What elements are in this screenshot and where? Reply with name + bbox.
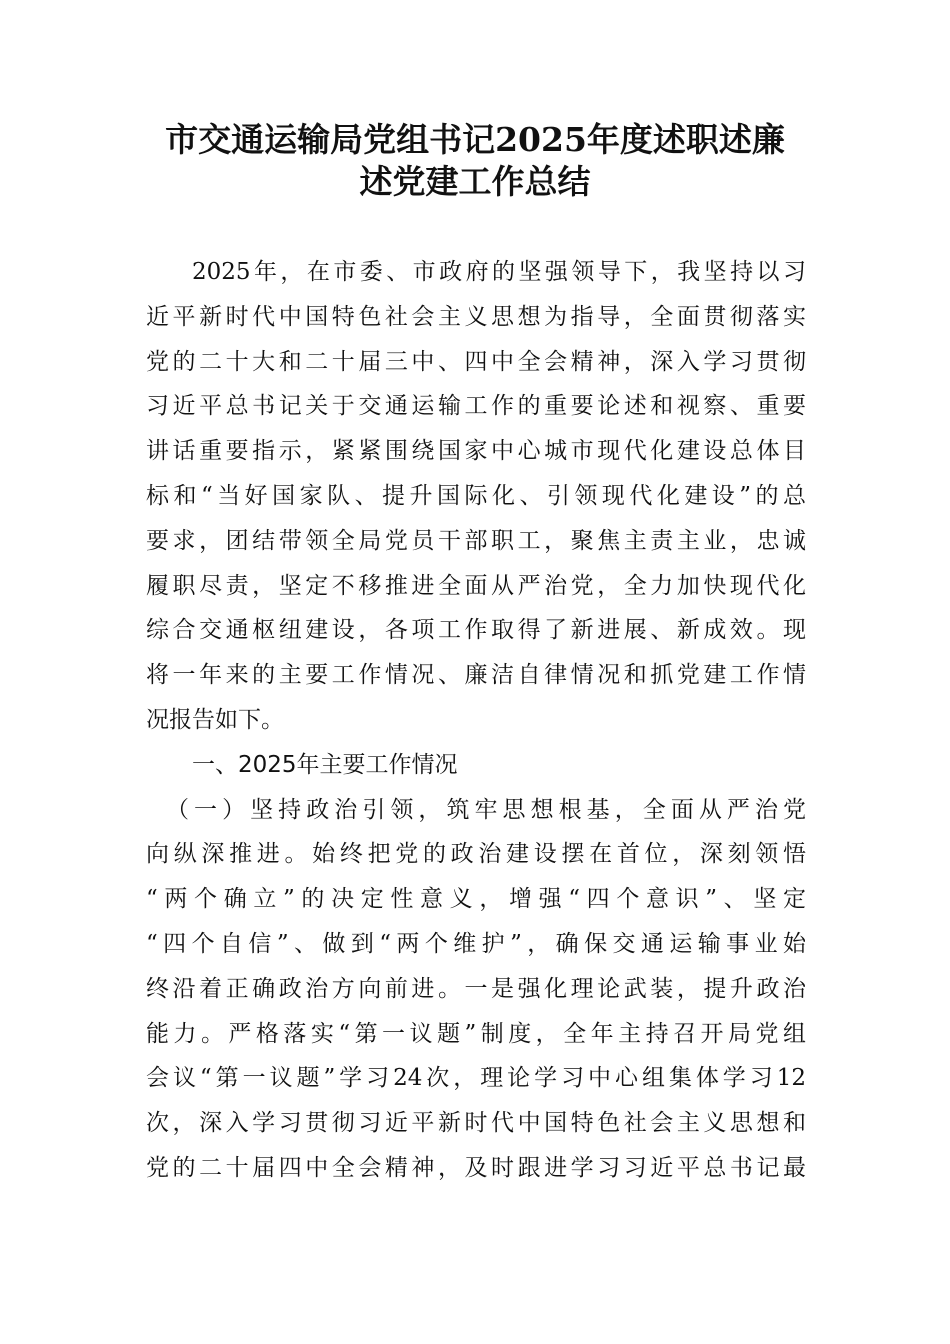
paragraph-line: 综合交通枢纽建设，各项工作取得了新进展、新成效。现 [146, 617, 806, 644]
paragraph-line: 标和“当好国家队、提升国际化、引领现代化建设”的总 [146, 482, 806, 509]
paragraph-line: 近平新时代中国特色社会主义思想为指导，全面贯彻落实 [146, 303, 806, 330]
paragraph-line: 能力。严格落实“第一议题”制度，全年主持召开局党组 [146, 1020, 806, 1047]
paragraph-line: 次，深入学习贯彻习近平新时代中国特色社会主义思想和 [146, 1110, 806, 1137]
paragraph-line: 将一年来的主要工作情况、廉洁自律情况和抓党建工作情 [146, 662, 806, 689]
paragraph-line: “四个自信”、做到“两个维护”，确保交通运输事业始 [146, 930, 806, 957]
document-title-line-1: 市交通运输局党组书记2025年度述职述廉 [165, 120, 785, 159]
paragraph-line: 党的二十届四中全会精神，及时跟进学习习近平总书记最 [146, 1154, 806, 1181]
subsection-line: （一）坚持政治引领，筑牢思想根基，全面从严治党 [166, 796, 806, 823]
paragraph-line: 讲话重要指示，紧紧围绕国家中心城市现代化建设总体目 [146, 438, 806, 465]
paragraph-line: 党的二十大和二十届三中、四中全会精神，深入学习贯彻 [146, 348, 806, 375]
paragraph-line: 会议“第一议题”学习24次，理论学习中心组集体学习12 [146, 1065, 806, 1092]
document-body [146, 250, 806, 1191]
paragraph-line: 2025年，在市委、市政府的坚强领导下，我坚持以习 [192, 259, 806, 285]
paragraph-line: “两个确立”的决定性意义，增强“四个意识”、坚定 [146, 886, 806, 913]
paragraph-line: 向纵深推进。始终把党的政治建设摆在首位，深刻领悟 [146, 841, 806, 868]
section-heading: 一、2025年主要工作情况 [192, 751, 458, 778]
paragraph-line: 要求，团结带领全局党员干部职工，聚焦主责主业，忠诚 [146, 527, 806, 554]
paragraph-line: 终沿着正确政治方向前进。一是强化理论武装，提升政治 [146, 975, 806, 1002]
paragraph-line: 履职尽责，坚定不移推进全面从严治党，全力加快现代化 [146, 572, 806, 599]
paragraph-line: 习近平总书记关于交通运输工作的重要论述和视察、重要 [146, 393, 806, 420]
document-title-line-2: 述党建工作总结 [359, 162, 591, 201]
paragraph-line: 况报告如下。 [146, 706, 284, 733]
